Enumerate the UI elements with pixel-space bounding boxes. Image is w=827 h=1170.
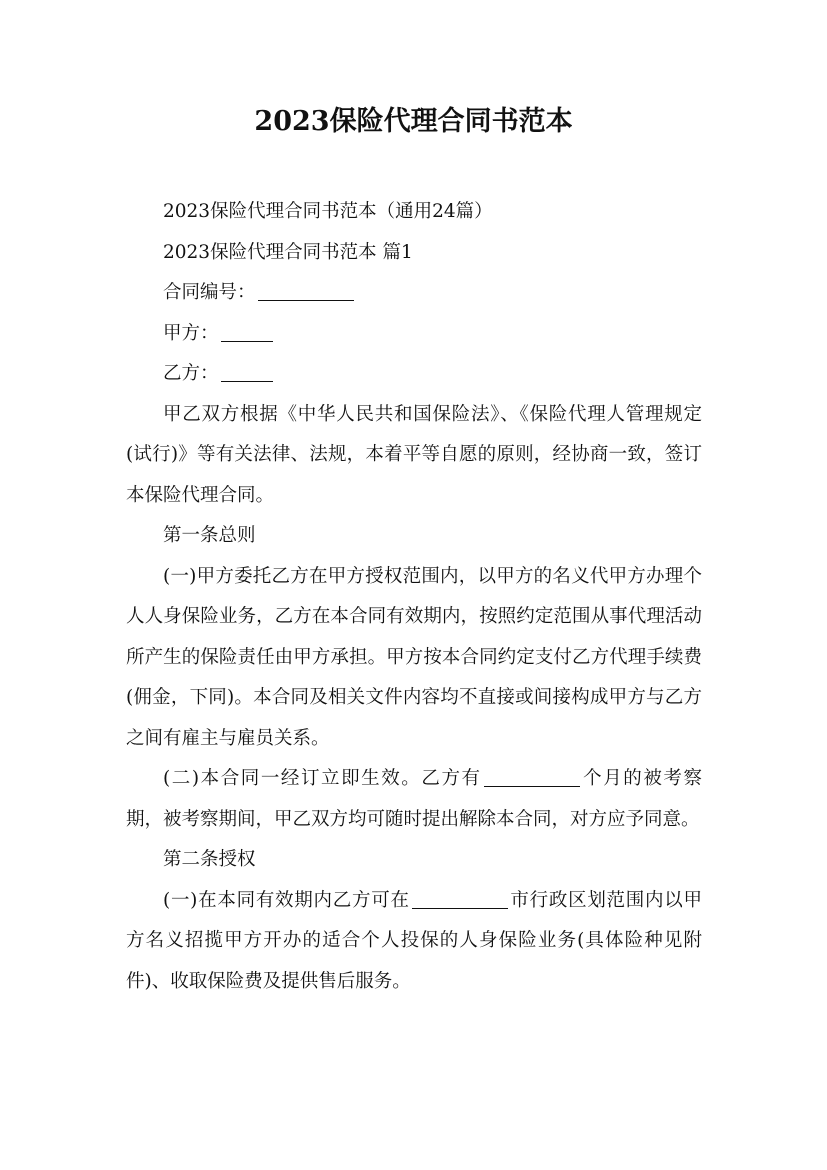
subtitle-line: 2023保险代理合同书范本（通用24篇）: [163, 201, 493, 222]
document-body: [126, 192, 702, 1002]
intro-paragraph: 甲乙双方根据《中华人民共和国保险法》、《保险代理人管理规定(试行)》等有关法律、法规，本着平等自愿的原则，经协商一致，签订本保险代理合同。: [126, 403, 702, 506]
city-blank: [412, 889, 508, 909]
section-heading: 2023保险代理合同书范本 篇1: [163, 241, 413, 263]
article-2-p1-text-before: (一)在本同有效期内乙方可在: [163, 889, 410, 911]
article-2-title: 第二条授权: [163, 849, 256, 870]
party-a-line: [126, 314, 702, 355]
party-a-label: 甲方：: [163, 322, 219, 344]
contract-number-label: 合同编号：: [163, 282, 256, 303]
contract-number-blank: [258, 282, 354, 302]
article-2-p1-text-after: 市行政区划范围内以甲方名义招揽甲方开办的适合个人投保的人身保险业务(具体险种见附件)、收取保险费及提供售后服务。: [126, 889, 702, 992]
article-2-paragraph-1: [126, 881, 702, 1003]
party-b-blank: [221, 363, 273, 383]
article-1-p2-text-before: (二)本合同一经订立即生效。乙方有: [163, 768, 482, 789]
article-1-paragraph-1: (一)甲方委托乙方在甲方授权范围内，以甲方的名义代甲方办理个人人身保险业务，乙方在本合同有效期内，按照约定范围从事代理活动所产生的保险责任由甲方承担。甲方按本合同约定支付乙方代理手续费(佣金，下同)。本合同及相关文件内容均不直接或间接构成甲方与乙方之间有雇主与雇员关系。: [126, 565, 702, 749]
party-b-line: [126, 354, 702, 395]
document-title: 2023保险代理合同书范本: [254, 106, 573, 137]
article-1-paragraph-2: [126, 759, 702, 840]
contract-number-line: [126, 273, 702, 314]
party-a-blank: [221, 322, 273, 342]
article-1-title: 第一条总则: [163, 525, 256, 546]
party-b-label: 乙方：: [163, 363, 219, 384]
article-1-p2-text-after: 个月的被考察期，被考察期间，甲乙双方均可随时提出解除本合同，对方应予同意。: [126, 768, 702, 830]
probation-months-blank: [484, 768, 580, 788]
